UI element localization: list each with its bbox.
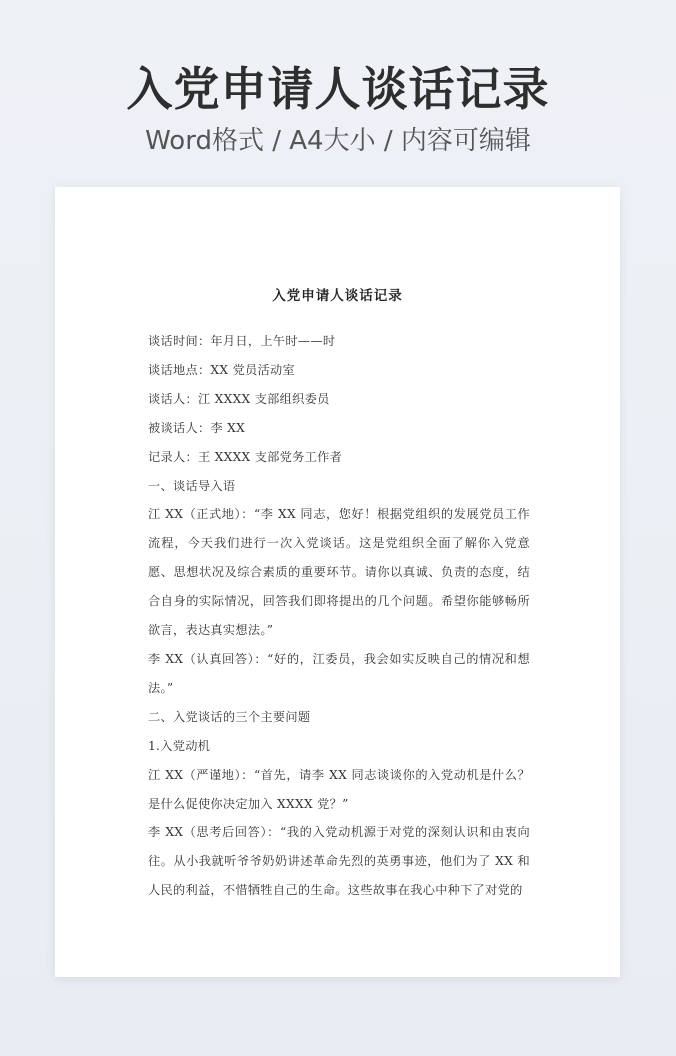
meta-recorder: 记录人：王 XXXX 支部党务工作者 [148, 449, 343, 464]
meta-location: 谈话地点：XX 党员活动室 [148, 362, 296, 377]
dialogue-paragraph: 江 XX（正式地）：“李 XX 同志，您好！根据党组织的发展党员工作流程，今天我们进行一次入党谈话。这是党组织全面了解你入党意愿、思想状况及综合素质的重要环节。请你以真诚、负责的态度，结合自身的实际情况，回答我们即将提出的几个问题。希望你能够畅所欲言，表达真实想法。” [148, 507, 530, 638]
banner-subtitle: Word格式 / A4大小 / 内容可编辑 [145, 126, 531, 156]
banner-title: 入党申请人谈话记录 [126, 62, 550, 116]
meta-interviewer: 谈话人：江 XXXX 支部组织委员 [148, 391, 330, 406]
document-body [148, 327, 530, 905]
meta-time: 谈话时间：年月日，上午时——时 [148, 334, 336, 348]
dialogue-paragraph: 李 XX（思考后回答）：“我的入党动机源于对党的深刻认识和由衷向往。从小我就听爷爷奶奶讲述革命先烈的英勇事迹，他们为了 XX 和人民的利益，不惜牺牲自己的生命。这些故事在我心中种下了对党的 [148, 825, 530, 898]
banner-header [0, 60, 676, 158]
dialogue-paragraph: 李 XX（认真回答）：“好的，江委员，我会如实反映自己的情况和想法。” [148, 651, 530, 695]
document-title: 入党申请人谈话记录 [272, 288, 403, 304]
section-heading-1: 一、谈话导入语 [148, 478, 236, 493]
meta-interviewee: 被谈话人：李 XX [148, 420, 246, 435]
subsection-heading: 1.入党动机 [148, 738, 211, 753]
document-page [55, 187, 620, 977]
dialogue-paragraph: 江 XX（严谨地）：“首先，请李 XX 同志谈谈你的入党动机是什么？是什么促使你决定加入 XXXX 党？” [148, 767, 530, 811]
section-heading-2: 二、入党谈话的三个主要问题 [148, 709, 311, 724]
